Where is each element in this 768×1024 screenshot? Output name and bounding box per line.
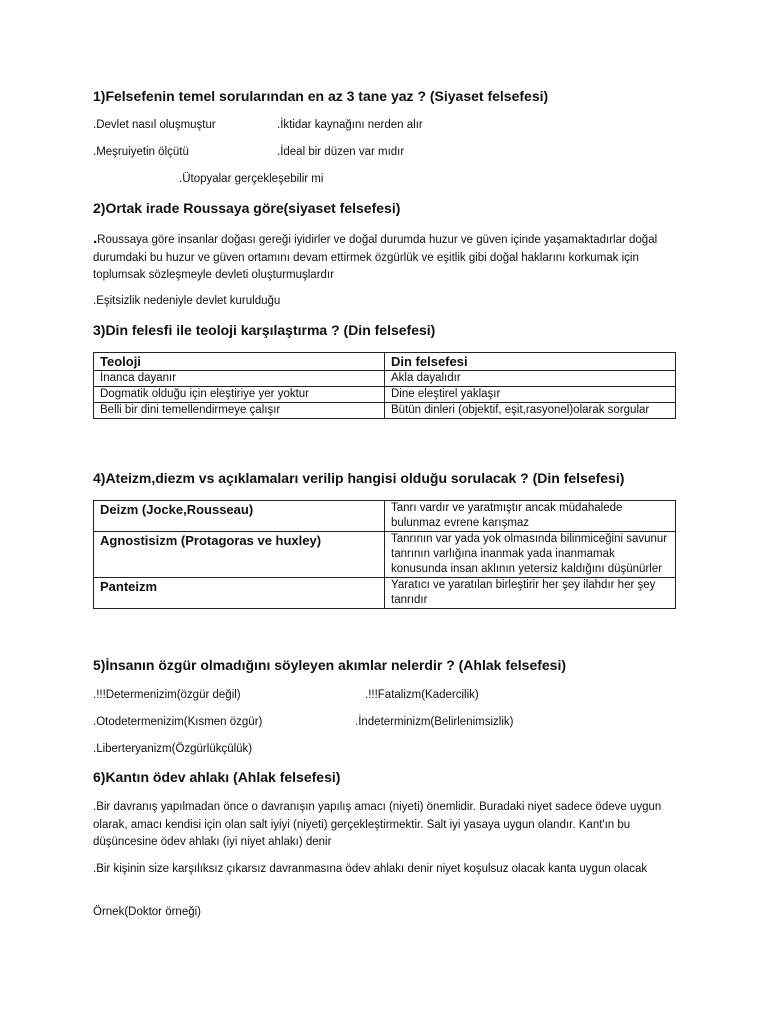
s5-item-5: .Liberteryanizm(Özgürlükçülük) [93, 743, 253, 755]
s2-paragraph-2: .Eşitsizlik nedeniyle devlet kurulduğu [93, 295, 281, 307]
table-row [94, 387, 676, 403]
s6-paragraph-1: .Bir davranış yapılmadan önce o davranışın yapılış amacı (niyeti) önemlidir. Buradaki niyet sadece ödeve uygun olarak, amacı kendisi için olan salt iyiyi (niyeti) gerçekleştirmektir. Salt iyi yasaya uygun olandır. Kant'ın bu düşüncesine ödev ahlakı (iyi niyet ahlakı) denir [93, 801, 662, 848]
section-3-heading: 3)Din felesfi ile teoloji karşılaştırma ? (Din felsefesi) [93, 322, 436, 338]
s1-item-4: .İdeal bir düzen var mıdır [277, 146, 405, 158]
table-cell-term: Panteizm [94, 578, 385, 609]
s1-item-2: .İktidar kaynağını nerden alır [277, 119, 423, 131]
section-6-heading: 6)Kantın ödev ahlakı (Ahlak felsefesi) [93, 769, 341, 785]
table-cell: Belli bir dini temellendirmeye çalışır [94, 403, 385, 419]
s5-item-2: .!!!Fatalizm(Kadercilik) [365, 689, 479, 701]
table-header-row [94, 353, 676, 371]
table-cell: Dogmatik olduğu için eleştiriye yer yoktur [94, 387, 385, 403]
teoloji-comparison-table [93, 352, 676, 419]
table-cell-term: Deizm (Jocke,Rousseau) [94, 501, 385, 532]
section-2-heading: 2)Ortak irade Roussaya göre(siyaset felsefesi) [93, 200, 401, 216]
s2-paragraph-1 [93, 230, 683, 285]
table-cell: İnanca dayanır [94, 371, 385, 387]
table-cell: Akla dayalıdır [385, 371, 676, 387]
s1-item-5: .Ütopyalar gerçekleşebilir mi [179, 173, 324, 185]
table-header-din-felsefesi: Din felsefesi [385, 353, 676, 371]
table-cell-term: Agnostisizm (Protagoras ve huxley) [94, 532, 385, 578]
s5-item-3: .Otodetermenizim(Kısmen özgür) [93, 716, 263, 728]
s6-paragraph-2: .Bir kişinin size karşılıksız çıkarsız davranmasına ödev ahlakı denir niyet koşulsuz olacak kanta uygun olacak [93, 863, 648, 875]
table-cell: Dine eleştirel yaklaşır [385, 387, 676, 403]
s1-item-3: .Meşruiyetin ölçütü [93, 146, 189, 158]
table-cell-definition: Yaratıcı ve yaratılan birleştirir her şey ilahdır her şey tanrıdır [385, 578, 676, 609]
section-4-heading: 4)Ateizm,diezm vs açıklamaları verilip hangisi olduğu sorulacak ? (Din felsefesi) [93, 470, 625, 486]
table-row [94, 403, 676, 419]
table-row [94, 371, 676, 387]
section-5-heading: 5)İnsanın özgür olmadığını söyleyen akımlar nelerdir ? (Ahlak felsefesi) [93, 657, 567, 673]
table-header-teoloji: Teoloji [94, 353, 385, 371]
section-1-heading: 1)Felsefenin temel sorularından en az 3 tane yaz ? (Siyaset felsefesi) [93, 88, 549, 104]
table-row [94, 578, 676, 609]
deizm-table [93, 500, 676, 609]
s2-bullet: . [93, 230, 98, 247]
table-row [94, 532, 676, 578]
table-cell-definition: Tanrı vardır ve yaratmıştır ancak müdahalede bulunmaz evrene karışmaz [385, 501, 676, 532]
table-cell-definition: Tanrının var yada yok olmasında bilinmiceğini savunur tanrının varlığına inanmak yada inanmamak konusunda insan aklının yetersiz kaldığını düşünürler [385, 532, 676, 578]
s2-paragraph-1-text: Roussaya göre insanlar doğası gereği iyidirler ve doğal durumda huzur ve güven içinde yaşamaktadırlar doğal durumdaki bu huzur ve güven ortamını devam ettirmek özgürlük ve eşitlik gibi doğal haklarını korkumak için toplumsak sözleşmeyle devleti oluşturmuşlardır [93, 234, 658, 281]
s1-item-1: .Devlet nasıl oluşmuştur [93, 119, 216, 131]
s5-item-4: .İndeterminizm(Belirlenimsizlik) [355, 716, 514, 728]
s6-paragraph-3: Örnek(Doktor örneği) [93, 906, 202, 918]
s5-item-1: .!!!Determenizim(özgür değil) [93, 689, 241, 701]
table-cell: Bütün dinleri (objektif, eşit,rasyonel)olarak sorgular [385, 403, 676, 419]
table-row [94, 501, 676, 532]
